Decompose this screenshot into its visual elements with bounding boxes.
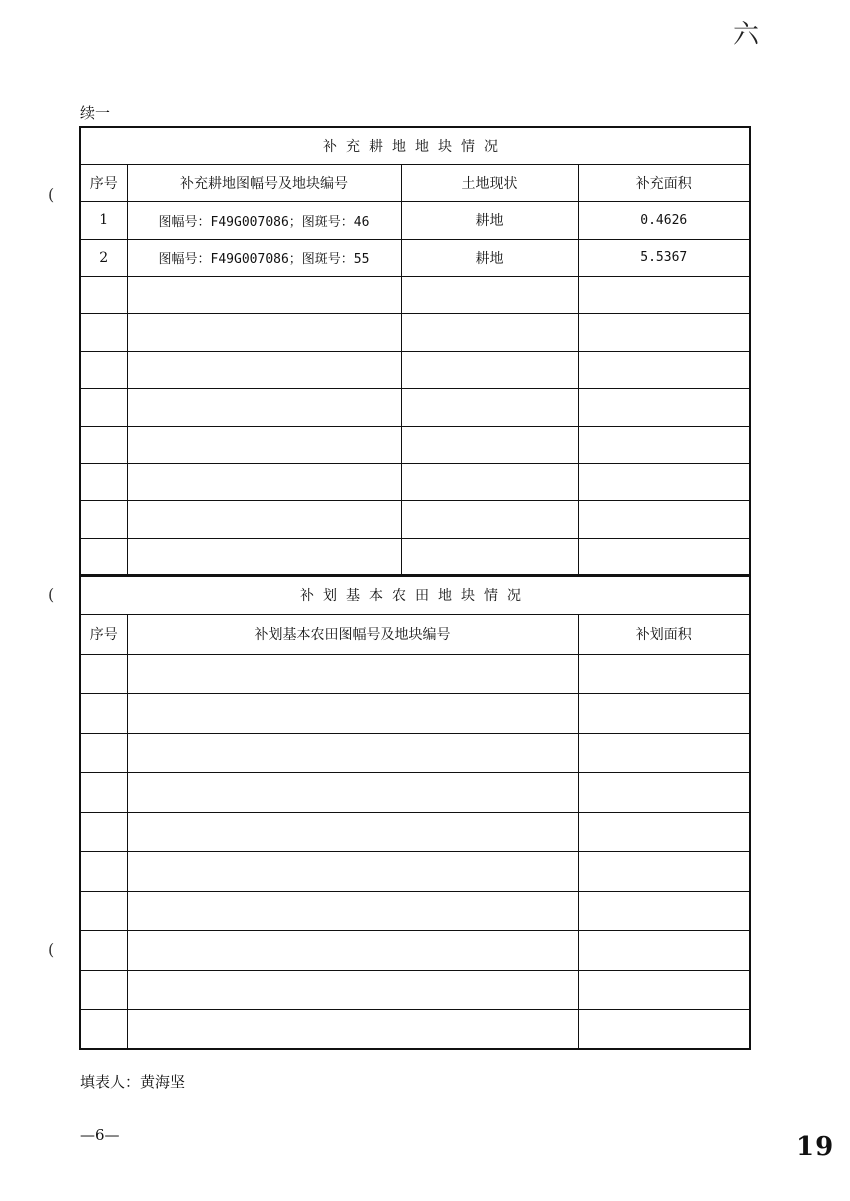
table-row bbox=[80, 314, 750, 351]
table-row bbox=[80, 694, 750, 734]
empty-cell bbox=[127, 389, 401, 426]
empty-cell bbox=[80, 351, 127, 388]
empty-cell bbox=[127, 812, 578, 852]
empty-cell bbox=[80, 389, 127, 426]
supplementary-area: 0.4626 bbox=[578, 202, 750, 239]
column-header: 序号 bbox=[80, 164, 127, 201]
empty-cell bbox=[401, 501, 578, 538]
column-header: 序号 bbox=[80, 615, 127, 655]
supplementary-cultivated-table bbox=[79, 126, 751, 577]
empty-cell bbox=[578, 733, 750, 773]
table-row bbox=[80, 239, 750, 276]
empty-cell bbox=[127, 538, 401, 575]
empty-cell bbox=[127, 464, 401, 501]
empty-cell bbox=[80, 694, 127, 734]
table-row bbox=[80, 464, 750, 501]
empty-cell bbox=[127, 931, 578, 971]
empty-cell bbox=[80, 501, 127, 538]
empty-cell bbox=[80, 654, 127, 694]
empty-cell bbox=[80, 1010, 127, 1050]
empty-cell bbox=[80, 426, 127, 463]
empty-cell bbox=[401, 277, 578, 314]
map-parcel-id: 图幅号：F49G007086；图斑号：46 bbox=[127, 202, 401, 239]
column-header: 补划基本农田图幅号及地块编号 bbox=[127, 615, 578, 655]
empty-cell bbox=[578, 314, 750, 351]
table-header-row bbox=[80, 164, 750, 201]
empty-cell bbox=[578, 389, 750, 426]
supplementary-area: 5.5367 bbox=[578, 239, 750, 276]
table-row bbox=[80, 852, 750, 892]
table-title-row bbox=[80, 127, 750, 164]
empty-cell bbox=[80, 314, 127, 351]
empty-cell bbox=[127, 314, 401, 351]
empty-cell bbox=[80, 891, 127, 931]
empty-cell bbox=[578, 694, 750, 734]
column-header: 补充耕地图幅号及地块编号 bbox=[127, 164, 401, 201]
empty-cell bbox=[80, 538, 127, 575]
empty-cell bbox=[578, 538, 750, 575]
row-index: 2 bbox=[80, 239, 127, 276]
map-parcel-id: 图幅号：F49G007086；图斑号：55 bbox=[127, 239, 401, 276]
empty-cell bbox=[127, 852, 578, 892]
empty-cell bbox=[127, 733, 578, 773]
empty-cell bbox=[578, 1010, 750, 1050]
empty-cell bbox=[578, 970, 750, 1010]
supplementary-farmland-table bbox=[79, 574, 751, 1050]
row-index: 1 bbox=[80, 202, 127, 239]
table-title: 补划基本农田地块情况 bbox=[80, 575, 750, 615]
form-filler: 填表人：黄海坚 bbox=[80, 1073, 186, 1091]
table-row bbox=[80, 202, 750, 239]
empty-cell bbox=[127, 773, 578, 813]
empty-cell bbox=[127, 654, 578, 694]
empty-cell bbox=[578, 351, 750, 388]
empty-cell bbox=[578, 852, 750, 892]
empty-cell bbox=[578, 464, 750, 501]
empty-cell bbox=[80, 773, 127, 813]
corner-handwritten-mark: 六 bbox=[733, 20, 760, 50]
empty-cell bbox=[80, 931, 127, 971]
empty-cell bbox=[578, 654, 750, 694]
empty-cell bbox=[127, 970, 578, 1010]
table-row bbox=[80, 773, 750, 813]
empty-cell bbox=[127, 351, 401, 388]
empty-cell bbox=[127, 501, 401, 538]
table-row bbox=[80, 1010, 750, 1050]
table-row bbox=[80, 931, 750, 971]
table-title-row bbox=[80, 575, 750, 615]
table-row bbox=[80, 891, 750, 931]
empty-cell bbox=[578, 773, 750, 813]
column-header: 补充面积 bbox=[578, 164, 750, 201]
empty-cell bbox=[127, 694, 578, 734]
empty-cell bbox=[80, 464, 127, 501]
empty-cell bbox=[578, 277, 750, 314]
table-row bbox=[80, 426, 750, 463]
table-title: 补充耕地地块情况 bbox=[80, 127, 750, 164]
table-row bbox=[80, 970, 750, 1010]
table-header-row bbox=[80, 615, 750, 655]
empty-cell bbox=[401, 351, 578, 388]
empty-cell bbox=[401, 389, 578, 426]
continuation-label: 续一 bbox=[80, 104, 111, 122]
table-row bbox=[80, 501, 750, 538]
land-status: 耕地 bbox=[401, 239, 578, 276]
empty-cell bbox=[80, 970, 127, 1010]
empty-cell bbox=[578, 891, 750, 931]
empty-cell bbox=[578, 812, 750, 852]
table-row bbox=[80, 389, 750, 426]
empty-cell bbox=[127, 277, 401, 314]
empty-cell bbox=[127, 1010, 578, 1050]
empty-cell bbox=[401, 538, 578, 575]
empty-cell bbox=[80, 812, 127, 852]
punch-hole-mark: ( bbox=[48, 185, 55, 204]
empty-cell bbox=[127, 426, 401, 463]
empty-cell bbox=[578, 931, 750, 971]
table-row bbox=[80, 277, 750, 314]
empty-cell bbox=[578, 501, 750, 538]
empty-cell bbox=[401, 314, 578, 351]
punch-hole-mark: ( bbox=[48, 940, 55, 959]
table-row bbox=[80, 812, 750, 852]
punch-hole-mark: ( bbox=[48, 585, 55, 604]
column-header: 土地现状 bbox=[401, 164, 578, 201]
sheet-number: 19 bbox=[796, 1132, 835, 1162]
land-status: 耕地 bbox=[401, 202, 578, 239]
empty-cell bbox=[80, 852, 127, 892]
empty-cell bbox=[401, 426, 578, 463]
table-row bbox=[80, 538, 750, 575]
empty-cell bbox=[80, 733, 127, 773]
column-header: 补划面积 bbox=[578, 615, 750, 655]
table-row bbox=[80, 654, 750, 694]
empty-cell bbox=[578, 426, 750, 463]
table-row bbox=[80, 351, 750, 388]
empty-cell bbox=[401, 464, 578, 501]
empty-cell bbox=[80, 277, 127, 314]
table-row bbox=[80, 733, 750, 773]
page-number: —6— bbox=[80, 1126, 120, 1144]
empty-cell bbox=[127, 891, 578, 931]
